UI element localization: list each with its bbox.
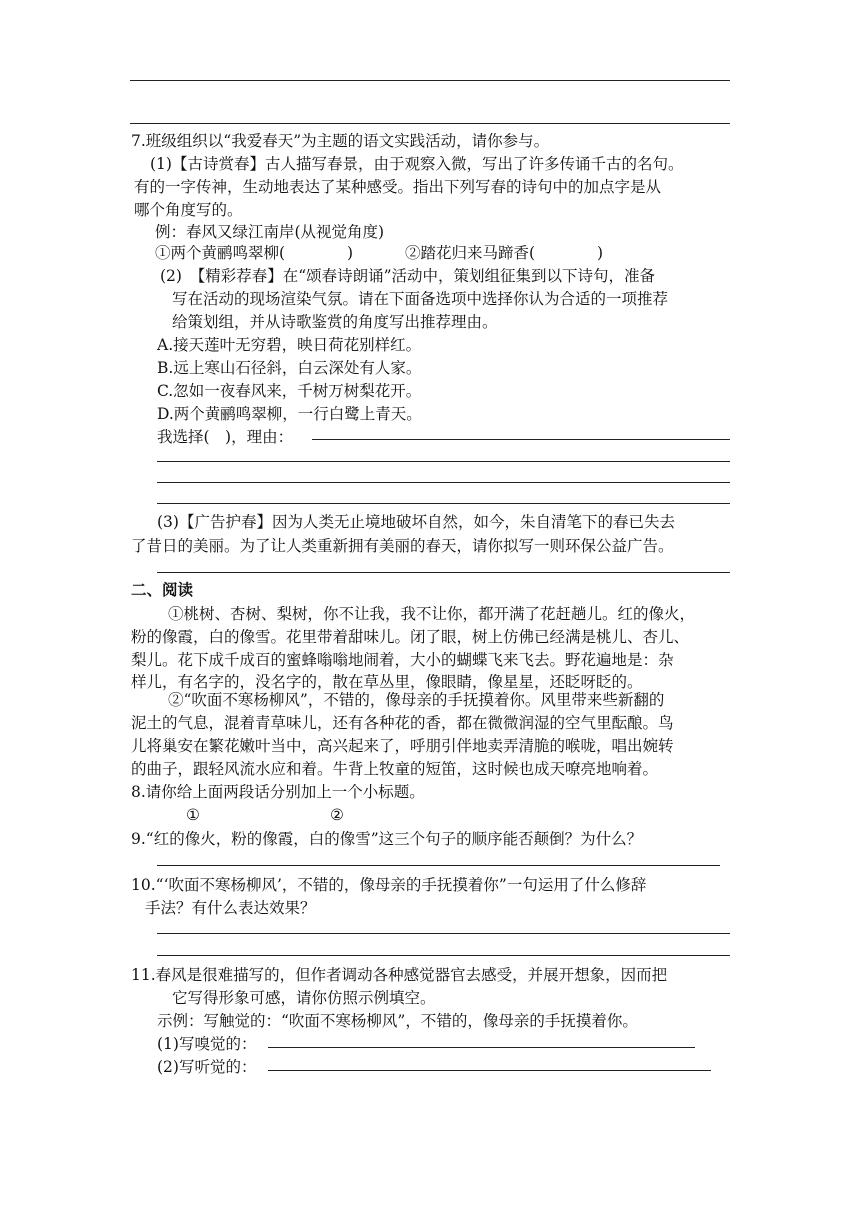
q11-smell-prompt: (1)写嗅觉的： — [157, 1035, 257, 1053]
question-10-line2: 手法？有什么表达效果？ — [145, 899, 316, 917]
reading-para2-line1: ②“吹面不寒杨柳风”，不错的，像母亲的手抚摸着你。风里带来些新翻的 — [168, 691, 665, 709]
answer-line[interactable] — [157, 933, 730, 934]
q7-part2-line2: 写在活动的现场渲染气氛。请在下面备选项中选择你认为合适的一项推荐 — [172, 290, 669, 308]
q7-option-d: D.两个黄鹂鸣翠柳，一行白鹭上青天。 — [157, 405, 422, 423]
q7-option-b: B.远上寒山石径斜，白云深处有人家。 — [157, 359, 422, 377]
q7-part1-example: 例：春风又绿江南岸(从视觉角度) — [155, 223, 385, 241]
q7-option-c: C.忽如一夜春风来，千树万树梨花开。 — [157, 382, 422, 400]
q7-part1-line1: (1)【古诗赏春】古人描写春景，由于观察入微，写出了许多传诵千古的名句。 — [150, 155, 684, 173]
question-8-title: 8.请你给上面两段话分别加上一个小标题。 — [131, 783, 425, 801]
reading-para2-line3: 儿将巢安在繁花嫩叶当中，高兴起来了，呼朋引伴地卖弄清脆的喉咙，唱出婉转 — [131, 737, 674, 755]
reading-para1-line1: ①桃树、杏树、梨树，你不让我，我不让你，都开满了花赶趟儿。红的像火， — [168, 605, 696, 623]
q7-part1-item1: ①两个黄鹂鸣翠柳( ) — [155, 244, 354, 262]
reading-para1-line2: 粉的像霞，白的像雪。花里带着甜味儿。闭了眼，树上仿佛已经满是桃儿、杏儿、 — [131, 628, 690, 646]
question-11-line1: 11.春风是很难描写的，但作者调动各种感觉器官去感受，并展开想象，因而把 — [131, 966, 668, 984]
answer-line[interactable] — [157, 572, 730, 573]
q7-part2-line3: 给策划组，并从诗歌鉴赏的角度写出推荐理由。 — [172, 313, 498, 331]
reading-para1-line4: 样儿，有名字的，没名字的，散在草丛里，像眼睛，像星星，还眨呀眨的。 — [131, 673, 643, 691]
question-9-title: 9.“红的像火，粉的像霞，白的像雪”这三个句子的顺序能否颠倒？为什么？ — [131, 830, 643, 848]
answer-line[interactable] — [157, 461, 730, 462]
answer-line[interactable] — [157, 503, 730, 504]
answer-line — [130, 123, 730, 124]
reading-para2-line2: 泥土的气息，混着青草味儿，还有各种花的香，都在微微润湿的空气里酝酿。鸟 — [131, 714, 674, 732]
q11-hearing-prompt: (2)写听觉的： — [157, 1058, 257, 1076]
answer-line-choice[interactable] — [312, 439, 730, 440]
question-7-title: 7.班级组织以“我爱春天”为主题的语文实践活动，请你参与。 — [131, 132, 550, 150]
q7-part3-line1: (3)【广告护春】因为人类无止境地破坏自然，如今，朱自清笔下的春已失去 — [157, 513, 675, 531]
answer-line-hearing[interactable] — [268, 1070, 711, 1071]
answer-line[interactable] — [157, 482, 730, 483]
question-11-line2: 它写得形象可感，请你仿照示例填空。 — [172, 989, 436, 1007]
q7-part3-line2: 了昔日的美丽。为了让人类重新拥有美丽的春天，请你拟写一则环保公益广告。 — [131, 537, 674, 555]
q7-part1-line3: 哪个角度写的。 — [134, 201, 243, 219]
answer-line-smell[interactable] — [268, 1047, 695, 1048]
q7-part1-line2: 有的一字传神，生动地表达了某种感受。指出下列写春的诗句中的加点字是从 — [134, 178, 662, 196]
reading-para1-line3: 梨儿。花下成千成百的蜜蜂嗡嗡地闹着，大小的蝴蝶飞来飞去。野花遍地是：杂 — [131, 651, 674, 669]
q8-blank-1: ① — [186, 806, 200, 824]
q7-part2-line1: (2) 【精彩荐春】在“颂春诗朗诵”活动中，策划组征集到以下诗句，准备 — [160, 267, 656, 285]
section-heading-reading: 二、阅读 — [131, 581, 194, 599]
q7-option-a: A.接天莲叶无穷碧，映日荷花别样红。 — [157, 336, 422, 354]
answer-line[interactable] — [157, 955, 730, 956]
question-10-line1: 10.“‘吹面不寒杨柳风’，不错的，像母亲的手抚摸着你”一句运用了什么修辞 — [131, 876, 647, 894]
answer-line[interactable] — [157, 865, 720, 866]
q7-choice-prompt: 我选择( )，理由： — [157, 428, 294, 446]
q11-example: 示例：写触觉的：“吹面不寒杨柳风”，不错的，像母亲的手抚摸着你。 — [157, 1012, 638, 1030]
q7-part1-item2: ②踏花归来马蹄香( ) — [405, 244, 604, 262]
answer-line — [130, 80, 730, 81]
reading-para2-line4: 的曲子，跟轻风流水应和着。牛背上牧童的短笛，这时候也成天嘹亮地响着。 — [131, 760, 659, 778]
q8-blank-2: ② — [330, 806, 344, 824]
